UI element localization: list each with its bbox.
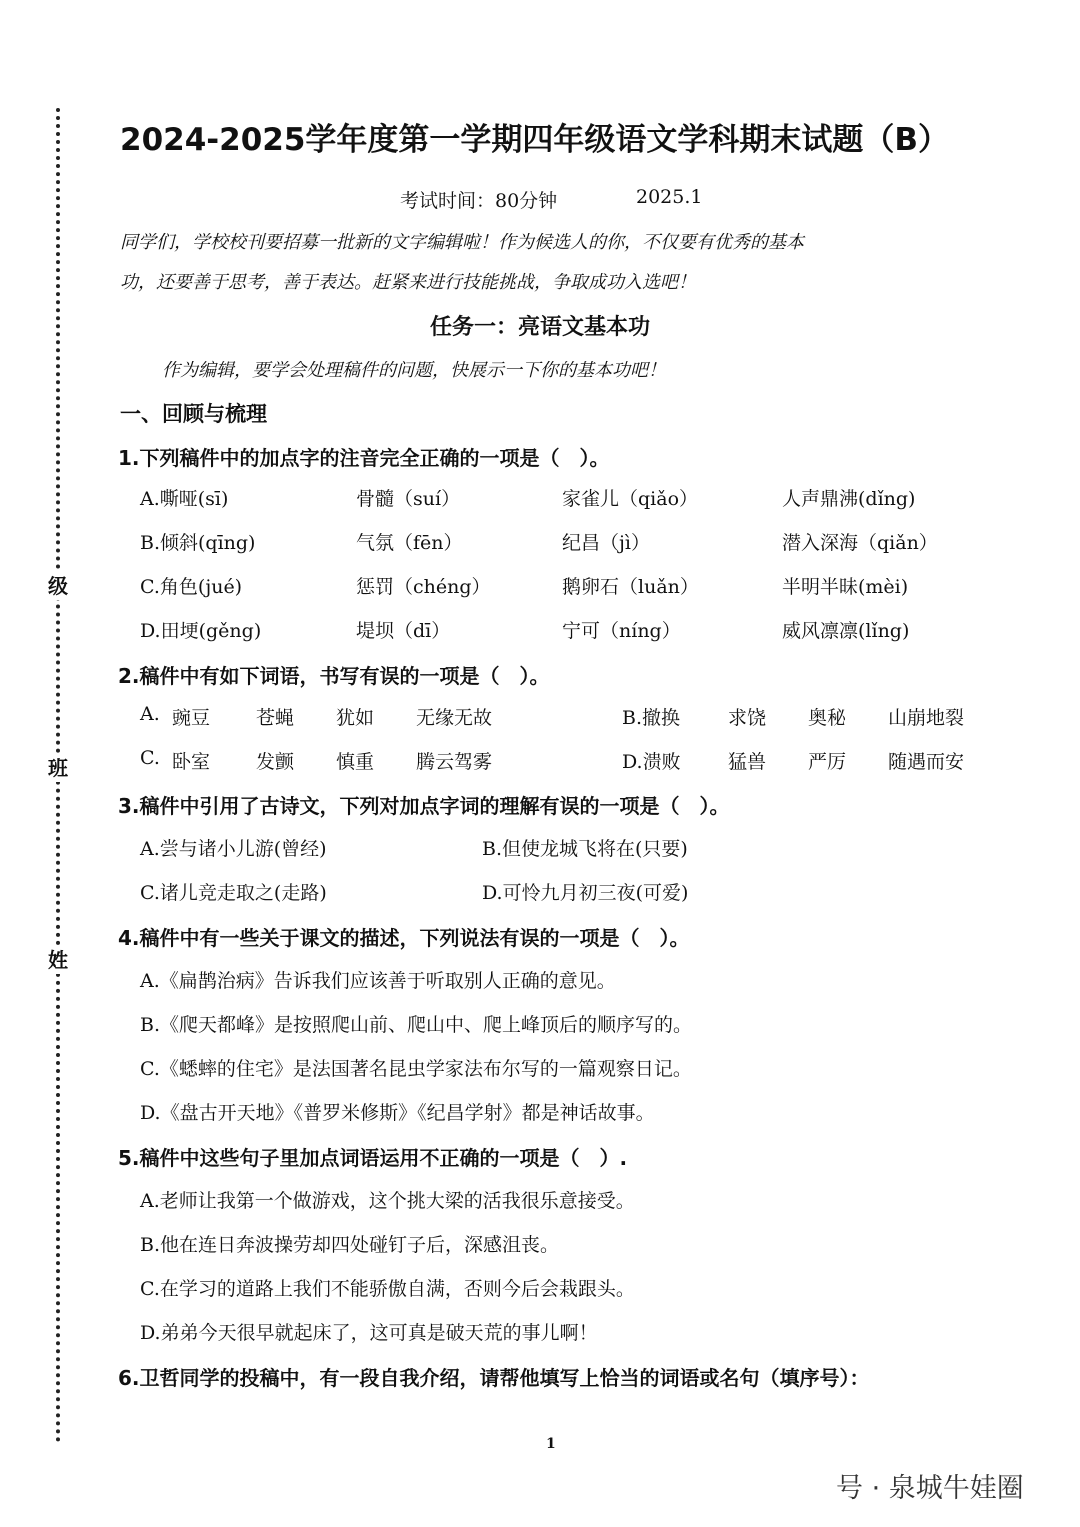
exam-date: 2025.1 xyxy=(636,186,703,208)
q1-row xyxy=(140,616,990,648)
margin-label-name: 姓 xyxy=(44,946,72,974)
margin-label-grade: 级 xyxy=(44,572,72,600)
q1-option: 堤坝（dī） xyxy=(356,620,451,642)
q4-option: C.《蟋蟀的住宅》是法国著名昆虫学家法布尔写的一篇观察日记。 xyxy=(140,1058,692,1080)
q4-option: D.《盘古开天地》《普罗米修斯》《纪昌学射》都是神话故事。 xyxy=(140,1102,655,1124)
q2-word: 猛兽 xyxy=(728,751,767,773)
q4-option: A.《扁鹊治病》告诉我们应该善于听取别人正确的意见。 xyxy=(140,970,616,992)
intro-line-1: 同学们，学校校刊要招募一批新的文字编辑啦！作为候选人的你，不仅要有优秀的基本 xyxy=(120,232,804,253)
q1-row xyxy=(140,484,990,516)
intro-line-2: 功，还要善于思考，善于表达。赶紧来进行技能挑战，争取成功入选吧！ xyxy=(120,272,696,293)
q1-option: 家雀儿（qiǎo） xyxy=(562,488,699,510)
q1-row xyxy=(140,572,990,604)
q2-option-letter: C. xyxy=(140,747,160,769)
q1-option: 惩罚（chéng） xyxy=(356,576,491,598)
q2-word: 奥秘 xyxy=(808,707,847,729)
q3-option: C.诸儿竞走取之(走路) xyxy=(140,882,327,904)
q3-option: A.尝与诸小儿游(曾经) xyxy=(140,838,327,860)
exam-time: 考试时间：80分钟 xyxy=(400,190,558,212)
q3-row xyxy=(140,878,990,910)
margin-label-class: 班 xyxy=(44,754,72,782)
q2-word: 无缘无故 xyxy=(416,707,493,729)
q2-word: 山崩地裂 xyxy=(888,707,965,729)
q5-option: D.弟弟今天很早就起床了，这可真是破天荒的事儿啊！ xyxy=(140,1322,598,1344)
task-intro: 作为编辑，要学会处理稿件的问题，快展示一下你的基本功吧！ xyxy=(162,360,666,381)
section-title: 一、回顾与梳理 xyxy=(120,402,267,426)
q2-word: D.溃败 xyxy=(622,751,681,773)
q3-option: D.可怜九月初三夜(可爱) xyxy=(482,882,689,904)
q2-option-letter: A. xyxy=(140,703,160,725)
q2-word: 苍蝇 xyxy=(256,707,295,729)
q1-option: 半明半昧(mèi) xyxy=(782,576,909,598)
q1-option: D.田埂(gěng) xyxy=(140,620,262,642)
q2-word: B.撤换 xyxy=(622,707,681,729)
q1-option: C.角色(jué) xyxy=(140,576,243,598)
question-5-stem: 5.稿件中这些句子里加点词语运用不正确的一项是（ ）. xyxy=(118,1146,628,1170)
q2-word: 严厉 xyxy=(808,751,847,773)
q5-option: A.老师让我第一个做游戏，这个挑大梁的活我很乐意接受。 xyxy=(140,1190,635,1212)
q2-word: 随遇而安 xyxy=(888,751,965,773)
question-6-stem: 6.卫哲同学的投稿中，有一段自我介绍，请帮他填写上恰当的词语或名句（填序号）： xyxy=(118,1366,870,1390)
q2-row xyxy=(140,747,990,779)
q2-word: 卧室 xyxy=(172,751,211,773)
q2-word: 求饶 xyxy=(728,707,767,729)
question-4-stem: 4.稿件中有一些关于课文的描述，下列说法有误的一项是（ ）。 xyxy=(118,926,690,950)
question-1-stem: 1.下列稿件中的加点字的注音完全正确的一项是（ ）。 xyxy=(118,446,610,470)
q1-option: 骨髓（suí） xyxy=(356,488,461,510)
q1-option: 宁可（níng） xyxy=(562,620,681,642)
q1-row xyxy=(140,528,990,560)
q4-option: B.《爬天都峰》是按照爬山前、爬山中、爬上峰顶后的顺序写的。 xyxy=(140,1014,693,1036)
page-number: 1 xyxy=(546,1436,556,1452)
q2-word: 发颤 xyxy=(256,751,295,773)
question-2-stem: 2.稿件中有如下词语，书写有误的一项是（ ）。 xyxy=(118,664,550,688)
q1-option: 鹅卵石（luǎn） xyxy=(562,576,699,598)
q2-word: 豌豆 xyxy=(172,707,211,729)
q3-option: B.但使龙城飞将在(只要) xyxy=(482,838,688,860)
watermark: 号 · 泉城牛娃圈 xyxy=(836,1473,1024,1504)
q2-word: 慎重 xyxy=(336,751,375,773)
q5-option: B.他在连日奔波操劳却四处碰钉子后，深感沮丧。 xyxy=(140,1234,560,1256)
q1-option: B.倾斜(qīng) xyxy=(140,532,256,554)
q5-option: C.在学习的道路上我们不能骄傲自满，否则今后会栽跟头。 xyxy=(140,1278,635,1300)
q1-option: 气氛（fēn） xyxy=(356,532,463,554)
question-3-stem: 3.稿件中引用了古诗文，下列对加点字词的理解有误的一项是（ ）。 xyxy=(118,794,730,818)
exam-title: 2024-2025学年度第一学期四年级语文学科期末试题（B） xyxy=(120,122,950,158)
q1-option: A.嘶哑(sī) xyxy=(140,488,229,510)
q2-word: 腾云驾雾 xyxy=(416,751,493,773)
task-title: 任务一：亮语文基本功 xyxy=(429,315,650,340)
q1-option: 潜入深海（qiǎn） xyxy=(782,532,938,554)
q1-option: 纪昌（jì） xyxy=(562,532,650,554)
q2-row xyxy=(140,703,990,735)
q1-option: 人声鼎沸(dǐng) xyxy=(782,488,916,510)
q1-option: 威风凛凛(lǐng) xyxy=(782,620,910,642)
q2-word: 犹如 xyxy=(336,707,375,729)
q3-row xyxy=(140,834,990,866)
